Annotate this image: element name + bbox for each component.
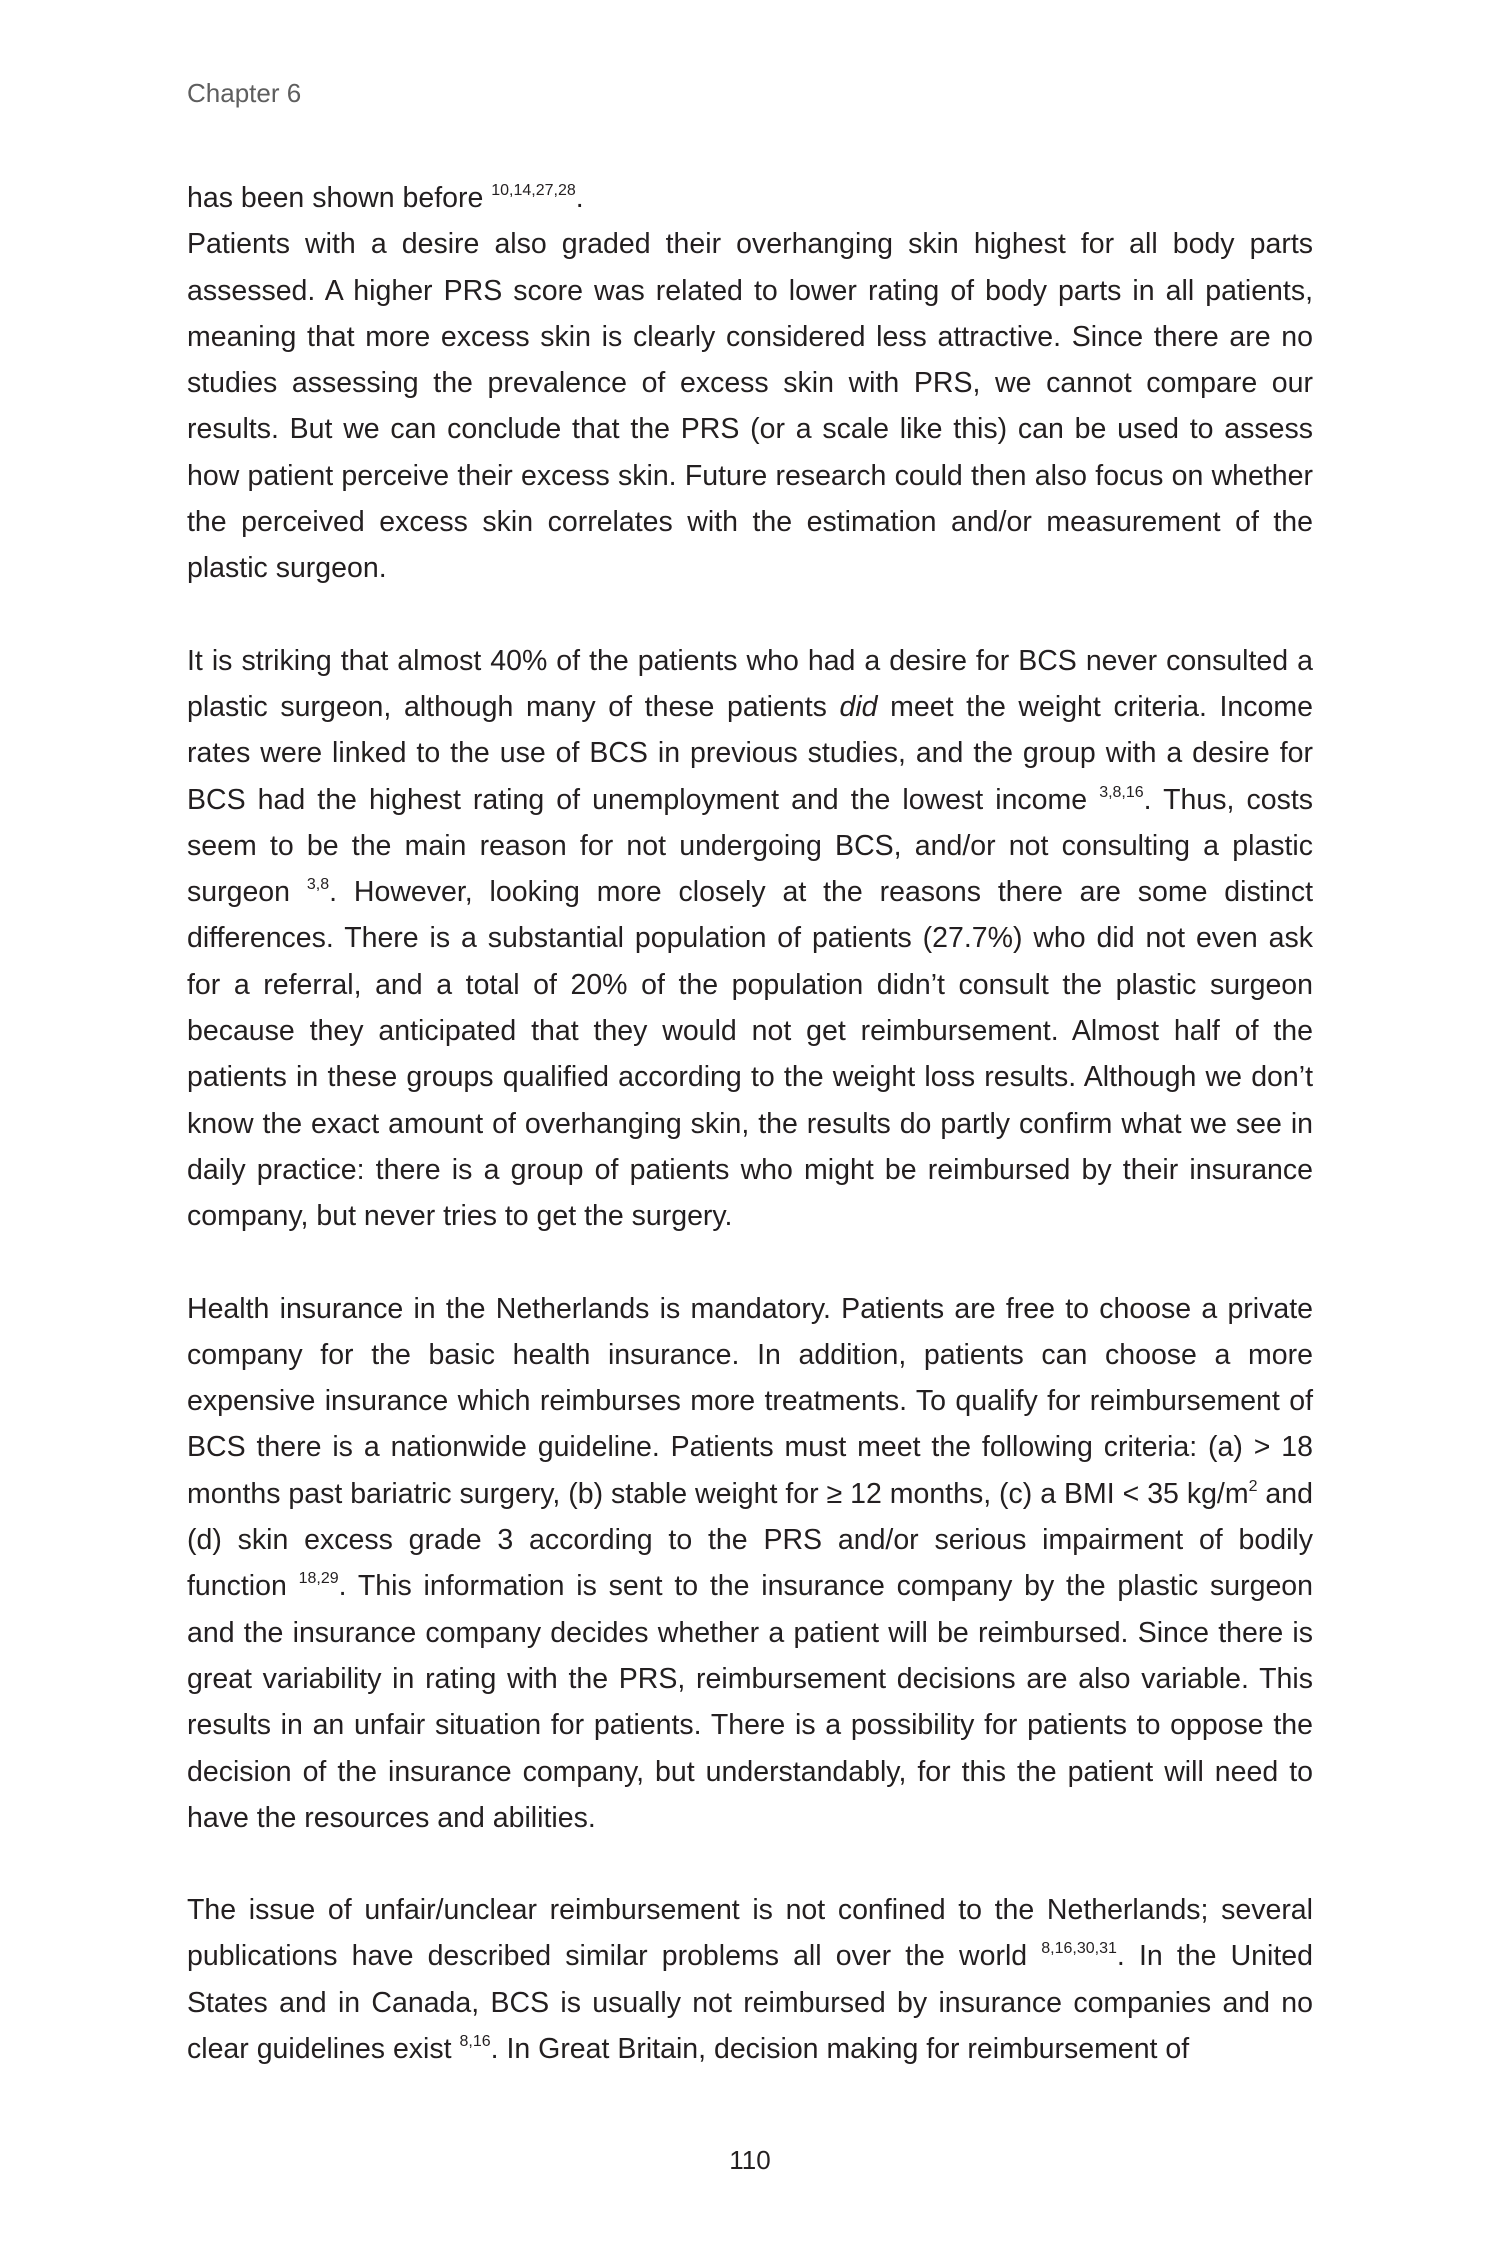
running-header: Chapter 6 xyxy=(187,78,302,108)
citation-superscript: 8,16,30,31 xyxy=(1041,1940,1117,1958)
text-run: and (d) skin excess grade 3 according to the PRS and/or serious impairment of bodily function xyxy=(187,1477,1313,1603)
citation-superscript: 10,14,27,28 xyxy=(491,182,576,199)
superscript: 2 xyxy=(1248,1477,1258,1495)
citation-superscript: 3,8,16 xyxy=(1099,783,1144,801)
citation-superscript: 18,29 xyxy=(298,1570,339,1588)
text-run: . Thus, costs seem to be the main reason for not undergoing BCS, and/or not consulting a plastic surgeon xyxy=(187,783,1313,909)
text-run: The issue of unfair/unclear reimbursement is not confined to the Netherlands; several publications have described similar problems all over the world xyxy=(187,1894,1313,1973)
text-run: . xyxy=(575,182,584,214)
text-run: has been shown before xyxy=(187,182,492,214)
paragraph xyxy=(187,638,1313,1240)
page-number: 110 xyxy=(729,2145,771,2175)
body-text xyxy=(187,175,1313,2072)
emphasis: did xyxy=(839,690,878,723)
text-run: . In Great Britain, decision making for reimbursement of xyxy=(490,2032,1190,2065)
text-run: Health insurance in the Netherlands is mandatory. Patients are free to choose a private company for the basic health insurance. In addition, patients can choose a more expensive insurance which reimburses more treatments. To qualify for reimbursement of BCS there is a nationwide guideline. Patients must meet the following criteria: (a) > 18 months past bariatric surgery, (b) stable weight for ≥ 12 months, (c) a BMI < 35 kg/m xyxy=(187,1292,1313,1510)
citation-superscript: 3,8 xyxy=(306,876,330,894)
citation-superscript: 8,16 xyxy=(459,2032,491,2050)
text-run: . This information is sent to the insurance company by the plastic surgeon and the insurance company decides whether a patient will be reimbursed. Since there is great variability in rating with the PRS, reimbursement decisions are also variable. This results in an unfair situation for patients. There is a possibility for patients to oppose the decision of the insurance company, but understandably, for this the patient will need to have the resources and abilities. xyxy=(187,1570,1313,1834)
text-run: It is striking that almost 40% of the patients who had a desire for BCS never consulted a plastic surgeon, although many of these patients xyxy=(187,644,1313,723)
text-run: meet the weight criteria. Income rates were linked to the use of BCS in previous studies, and the group with a desire for BCS had the highest rating of unemployment and the lowest income xyxy=(187,690,1313,816)
text-run: . However, looking more closely at the reasons there are some distinct differences. There is a substantial population of patients (27.7%) who did not even ask for a referral, and a total of 20% of the population didn’t consult the plastic surgeon because they anticipated that they would not get reimbursement. Almost half of the patients in these groups qualified according to the weight loss results. Although we don’t know the exact amount of overhanging skin, the results do partly confirm what we see in daily practice: there is a group of patients who might be reimbursed by their insurance company, but never tries to get the surgery. xyxy=(187,876,1313,1233)
paragraph: Patients with a desire also graded their overhanging skin highest for all body parts assessed. A higher PRS score was related to lower rating of body parts in all patients, meaning that more excess skin is clearly considered less attractive. Since there are no studies assessing the prevalence of excess skin with PRS, we cannot compare our results. But we can conclude that the PRS (or a scale like this) can be used to assess how patient perceive their excess skin. Future research could then also focus on whether the perceived excess skin correlates with the estimation and/or measurement of the plastic surgeon. xyxy=(187,228,1313,585)
paragraph xyxy=(187,1286,1313,1842)
paragraph xyxy=(187,175,1313,221)
text-run: . In the United States and in Canada, BCS is usually not reimbursed by insurance companies and no clear guidelines exist xyxy=(187,1940,1313,2065)
paragraph xyxy=(187,1887,1313,2072)
